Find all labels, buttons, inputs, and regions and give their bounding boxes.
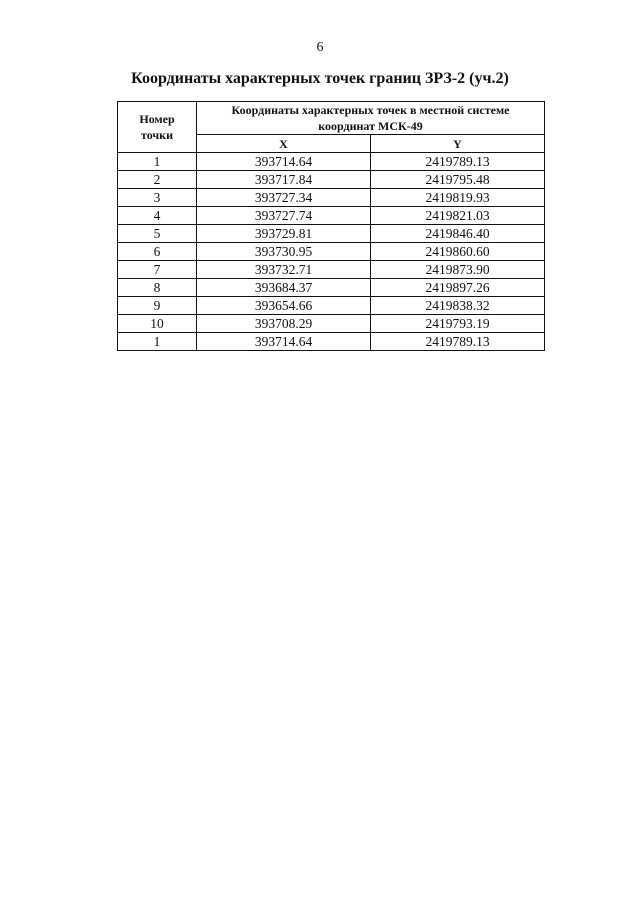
column-header-group-line2: координат МСК-49 xyxy=(318,119,423,133)
coordinates-table xyxy=(117,101,545,351)
y-coordinate-cell: 2419789.13 xyxy=(371,333,545,351)
point-number-cell: 1 xyxy=(118,333,197,351)
y-coordinate-cell: 2419838.32 xyxy=(371,297,545,315)
point-number-cell: 7 xyxy=(118,261,197,279)
x-coordinate-cell: 393684.37 xyxy=(197,279,371,297)
table-header-row xyxy=(118,102,545,135)
point-number-cell: 6 xyxy=(118,243,197,261)
column-header-point-number-line2: точки xyxy=(140,128,174,142)
table-body xyxy=(118,153,545,351)
y-coordinate-cell: 2419789.13 xyxy=(371,153,545,171)
column-header-x: X xyxy=(197,135,371,153)
point-number-cell: 1 xyxy=(118,153,197,171)
y-coordinate-cell: 2419873.90 xyxy=(371,261,545,279)
page-number: 6 xyxy=(316,40,324,55)
page-title: Координаты характерных точек границ ЗРЗ-2 (уч.2) xyxy=(131,70,509,87)
x-coordinate-cell: 393732.71 xyxy=(197,261,371,279)
x-coordinate-cell: 393708.29 xyxy=(197,315,371,333)
x-coordinate-cell: 393654.66 xyxy=(197,297,371,315)
table-row xyxy=(118,207,545,225)
point-number-cell: 9 xyxy=(118,297,197,315)
x-coordinate-cell: 393729.81 xyxy=(197,225,371,243)
table-row xyxy=(118,171,545,189)
table-row xyxy=(118,297,545,315)
y-coordinate-cell: 2419846.40 xyxy=(371,225,545,243)
table-row xyxy=(118,333,545,351)
point-number-cell: 4 xyxy=(118,207,197,225)
y-coordinate-cell: 2419897.26 xyxy=(371,279,545,297)
point-number-cell: 2 xyxy=(118,171,197,189)
column-header-point-number xyxy=(118,102,197,153)
table-row xyxy=(118,189,545,207)
table-row xyxy=(118,315,545,333)
point-number-cell: 8 xyxy=(118,279,197,297)
point-number-cell: 10 xyxy=(118,315,197,333)
column-header-point-number-line1: Номер xyxy=(139,112,175,126)
column-header-y: Y xyxy=(371,135,545,153)
x-coordinate-cell: 393730.95 xyxy=(197,243,371,261)
table-row xyxy=(118,225,545,243)
x-coordinate-cell: 393714.64 xyxy=(197,333,371,351)
table-row xyxy=(118,261,545,279)
y-coordinate-cell: 2419860.60 xyxy=(371,243,545,261)
table-row xyxy=(118,279,545,297)
y-coordinate-cell: 2419821.03 xyxy=(371,207,545,225)
point-number-cell: 5 xyxy=(118,225,197,243)
x-coordinate-cell: 393727.34 xyxy=(197,189,371,207)
y-coordinate-cell: 2419819.93 xyxy=(371,189,545,207)
y-coordinate-cell: 2419793.19 xyxy=(371,315,545,333)
column-header-group-line1: Координаты характерных точек в местной системе xyxy=(231,103,510,117)
column-header-coordinates-group xyxy=(197,102,545,135)
point-number-cell: 3 xyxy=(118,189,197,207)
table-row xyxy=(118,153,545,171)
table-row xyxy=(118,243,545,261)
x-coordinate-cell: 393714.64 xyxy=(197,153,371,171)
y-coordinate-cell: 2419795.48 xyxy=(371,171,545,189)
x-coordinate-cell: 393727.74 xyxy=(197,207,371,225)
x-coordinate-cell: 393717.84 xyxy=(197,171,371,189)
